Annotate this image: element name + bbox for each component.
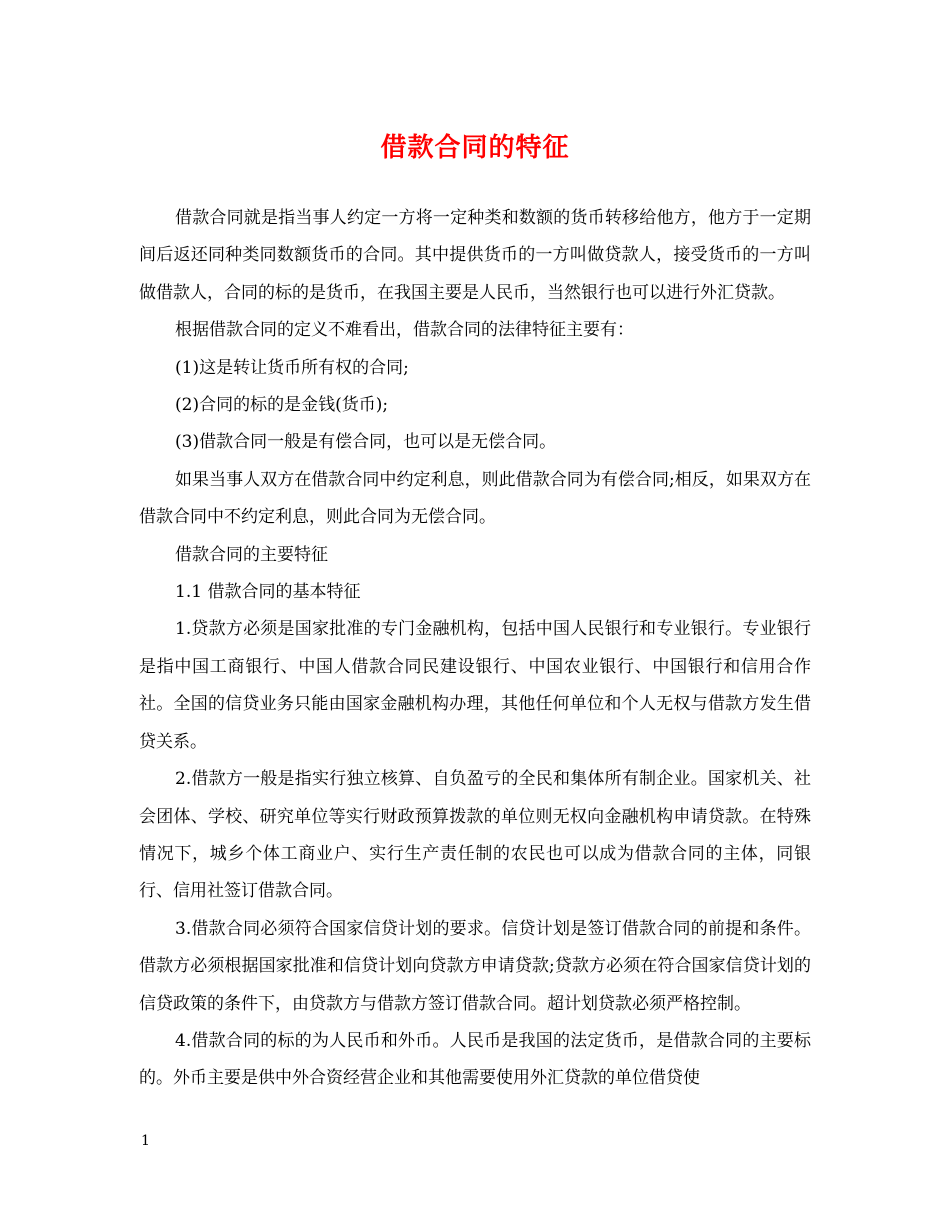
paragraph: 借款合同就是指当事人约定一方将一定种类和数额的货币转移给他方，他方于一定期间后返还同种类同数额货币的合同。其中提供货币的一方叫做贷款人，接受货币的一方叫做借款人，合同的标的是货币，在我国主要是人民币，当然银行也可以进行外汇贷款。: [139, 208, 811, 303]
subsection-heading: 1.1 借款合同的基本特征: [175, 582, 361, 603]
paragraph: 1.贷款方必须是国家批准的专门金融机构，包括中国人民银行和专业银行。专业银行是指中国工商银行、中国人借款合同民建设银行、中国农业银行、中国银行和信用合作社。全国的信贷业务只能由国家金融机构办理，其他任何单位和个人无权与借款方发生借贷关系。: [139, 619, 811, 752]
paragraph: (3)借款合同一般是有偿合同，也可以是无偿合同。: [175, 432, 557, 453]
section-heading: 借款合同的主要特征: [175, 544, 328, 565]
document-title: 借款合同的特征: [380, 133, 570, 163]
page-number: 1: [141, 1133, 150, 1149]
paragraph: (1)这是转让货币所有权的合同;: [175, 357, 409, 378]
paragraph: (2)合同的标的是金钱(货币);: [175, 395, 389, 416]
document-body: [139, 200, 811, 1098]
paragraph: 根据借款合同的定义不难看出，借款合同的法律特征主要有：: [175, 320, 634, 341]
paragraph: 3.借款合同必须符合国家信贷计划的要求。信贷计划是签订借款合同的前提和条件。借款方必须根据国家批准和信贷计划向贷款方申请贷款;贷款方必须在符合国家信贷计划的信贷政策的条件下，由贷款方与借款方签订借款合同。超计划贷款必须严格控制。: [139, 918, 811, 1014]
paragraph: 4.借款合同的标的为人民币和外币。人民币是我国的法定货币，是借款合同的主要标的。外币主要是供中外合资经营企业和其他需要使用外汇贷款的单位借贷使: [139, 1030, 811, 1089]
paragraph: 如果当事人双方在借款合同中约定利息，则此借款合同为有偿合同;相反，如果双方在借款合同中不约定利息，则此合同为无偿合同。: [139, 469, 811, 528]
paragraph: 2.借款方一般是指实行独立核算、自负盈亏的全民和集体所有制企业。国家机关、社会团体、学校、研究单位等实行财政预算拨款的单位则无权向金融机构申请贷款。在特殊情况下，城乡个体工商业户、实行生产责任制的农民也可以成为借款合同的主体，同银行、信用社签订借款合同。: [139, 769, 811, 902]
